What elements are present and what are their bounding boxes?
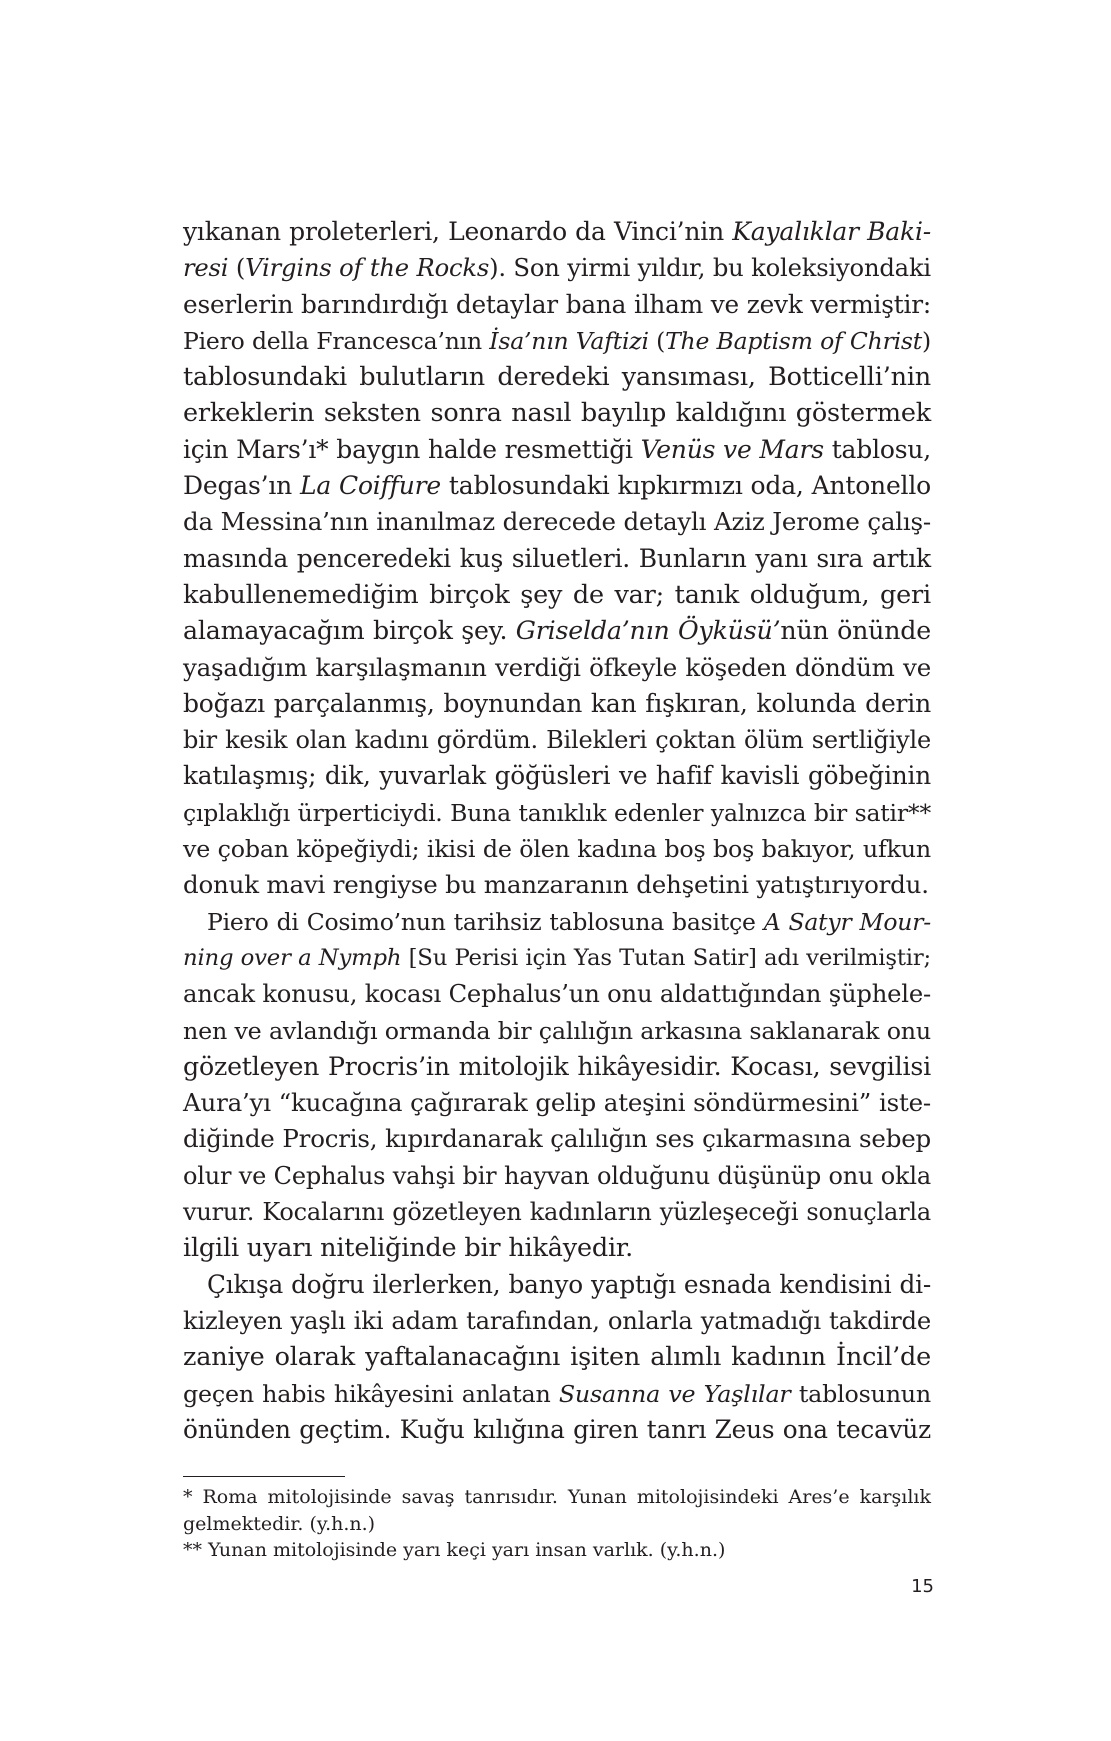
- text-line: [183, 541, 931, 577]
- text-run: erkeklerin seksten sonra nasıl bayılıp kaldığını göstermek: [183, 398, 931, 429]
- text-line: [183, 722, 931, 758]
- text-run: eserlerin barındırdığı detaylar bana ilham ve zevk vermiştir:: [183, 289, 931, 319]
- text-run: masında penceredeki kuş siluetleri. Bunların yanı sıra artık: [183, 543, 931, 573]
- text-line: [183, 250, 931, 286]
- italic-title: Virgins of the Rocks: [245, 253, 490, 283]
- footnote-line: * Roma mitolojisinde savaş tanrısıdır. Yunan mitolojisindeki Ares’e karşılık: [183, 1486, 931, 1508]
- text-line: [183, 432, 931, 468]
- text-line: [183, 1194, 931, 1230]
- italic-title: Venüs ve Mars: [640, 434, 824, 464]
- text-run: için Mars’ı* baygın halde resmettiği: [183, 434, 641, 464]
- text-run: nün önünde: [780, 616, 931, 646]
- text-line: [183, 650, 931, 686]
- page-number: 15: [911, 1576, 934, 1597]
- text-line: [183, 867, 931, 903]
- text-run: alamayacağım birçok şey.: [183, 616, 516, 646]
- text-run: olur ve Cephalus vahşi bir hayvan olduğunu düşünüp onu okla: [183, 1161, 931, 1190]
- text-line: [183, 795, 931, 831]
- text-run: önünden geçtim. Kuğu kılığına giren tanrı Zeus ona tecavüz: [183, 1414, 931, 1444]
- text-run: katılaşmış; dik, yuvarlak göğüsleri ve hafif kavisli göbeğinin: [183, 761, 931, 791]
- text-line: [183, 1013, 931, 1049]
- footnote-line: gelmektedir. (y.h.n.): [183, 1512, 376, 1535]
- text-line: [183, 831, 931, 867]
- text-run: Degas’ın: [183, 471, 300, 501]
- italic-title: resi: [183, 253, 229, 283]
- text-run: diğinde Procris, kıpırdanarak çalılığın ses çıkarmasına sebep: [183, 1124, 931, 1154]
- text-line: [183, 1412, 931, 1448]
- text-run: geçen habis hikâyesini anlatan: [183, 1379, 559, 1408]
- italic-title: La Coiffure: [299, 471, 441, 501]
- text-run: tablosu,: [823, 434, 931, 464]
- text-run: bir kesik olan kadını gördüm. Bilekleri çoktan ölüm sertliğiyle: [183, 726, 931, 755]
- footnote-rule: [183, 1476, 345, 1477]
- italic-title: İsa’nın Vaftizi: [489, 326, 649, 355]
- text-line: [183, 1376, 931, 1412]
- text-line: [183, 940, 931, 976]
- text-run: ). Son yirmi yıldır, bu koleksiyondaki: [489, 253, 931, 283]
- text-run: da Messina’nın inanılmaz derecede detaylı Aziz Jerome çalış-: [183, 507, 931, 537]
- text-line: [183, 504, 931, 540]
- text-run: gözetleyen Procris’in mitolojik hikâyesidir. Kocası, sevgilisi: [183, 1051, 931, 1081]
- text-line: [183, 287, 931, 323]
- text-run: ilgili uyarı niteliğinde bir hikâyedir.: [183, 1233, 634, 1264]
- text-line: [183, 323, 931, 359]
- text-line: [183, 1267, 931, 1303]
- text-run: (: [648, 326, 666, 355]
- footnote-line: ** Yunan mitolojisinde yarı keçi yarı insan varlık. (y.h.n.): [183, 1539, 726, 1561]
- text-run: tablosundaki bulutların deredeki yansıması, Botticelli’nin: [183, 362, 931, 393]
- text-run: (: [228, 253, 246, 283]
- italic-title: Griselda’nın Öyküsü’: [515, 616, 781, 646]
- footnotes: [183, 1484, 931, 1564]
- text-run: çıplaklığı ürperticiydi. Buna tanıklık edenler yalnızca bir satir**: [183, 798, 931, 827]
- text-run: boğazı parçalanmış, boynundan kan fışkıran, kolunda derin: [183, 688, 931, 718]
- text-line: [183, 468, 931, 504]
- text-line: [183, 1230, 931, 1266]
- text-line: [183, 577, 931, 613]
- text-line: [183, 1049, 931, 1085]
- text-line: [183, 976, 931, 1012]
- text-line: [183, 613, 931, 649]
- text-line: [183, 686, 931, 722]
- italic-title: The Baptism of Christ: [665, 326, 923, 355]
- text-line: [183, 1158, 931, 1194]
- text-run: ): [922, 326, 931, 355]
- text-run: kabullenemediğim birçok şey de var; tanık olduğum, geri: [183, 579, 931, 610]
- text-line: [183, 214, 931, 250]
- italic-title: A Satyr Mour-: [763, 907, 931, 936]
- text-run: Aura’yı “kucağına çağırarak gelip ateşini söndürmesini” iste-: [183, 1088, 931, 1118]
- text-run: donuk mavi rengiyse bu manzaranın dehşetini yatıştırıyordu.: [183, 870, 929, 900]
- text-line: [183, 904, 931, 940]
- text-line: [183, 758, 931, 794]
- main-text: [183, 214, 931, 1448]
- italic-title: ning over a Nymph: [183, 944, 402, 971]
- text-run: [Su Perisi için Yas Tutan Satir] adı verilmiştir;: [401, 944, 931, 971]
- text-run: tablosundaki kıpkırmızı oda, Antonello: [440, 471, 931, 501]
- text-line: [183, 1339, 931, 1375]
- text-run: Piero di Cosimo’nun tarihsiz tablosuna basitçe: [207, 907, 764, 936]
- text-run: kizleyen yaşlı iki adam tarafından, onlarla yatmadığı takdirde: [183, 1305, 931, 1335]
- text-run: ve çoban köpeğiydi; ikisi de ölen kadına boş boş bakıyor, ufkun: [183, 835, 931, 864]
- text-line: [183, 1303, 931, 1339]
- text-run: zaniye olarak yaftalanacağını işiten alımlı kadının İncil’de: [183, 1342, 931, 1373]
- italic-title: Kayalıklar Baki-: [732, 217, 931, 246]
- text-run: vurur. Kocalarını gözetleyen kadınların yüzleşeceği sonuçlarla: [183, 1198, 931, 1227]
- text-run: yaşadığım karşılaşmanın verdiği öfkeyle köşeden döndüm ve: [183, 652, 931, 682]
- text-run: yıkanan proleterleri, Leonardo da Vinci’nin: [183, 217, 733, 246]
- text-line: [183, 1085, 931, 1121]
- text-line: [183, 359, 931, 395]
- text-run: Piero della Francesca’nın: [183, 326, 490, 355]
- italic-title: Susanna ve Yaşlılar: [558, 1379, 791, 1408]
- text-line: [183, 1121, 931, 1157]
- text-run: ancak konusu, kocası Cephalus’un onu aldattığından şüphele-: [183, 979, 931, 1009]
- text-run: nen ve avlandığı ormanda bir çalılığın arkasına saklanarak onu: [183, 1016, 931, 1045]
- text-run: tablosunun: [790, 1379, 931, 1408]
- text-run: Çıkışa doğru ilerlerken, banyo yaptığı esnada kendisini di-: [207, 1269, 931, 1299]
- text-line: [183, 395, 931, 431]
